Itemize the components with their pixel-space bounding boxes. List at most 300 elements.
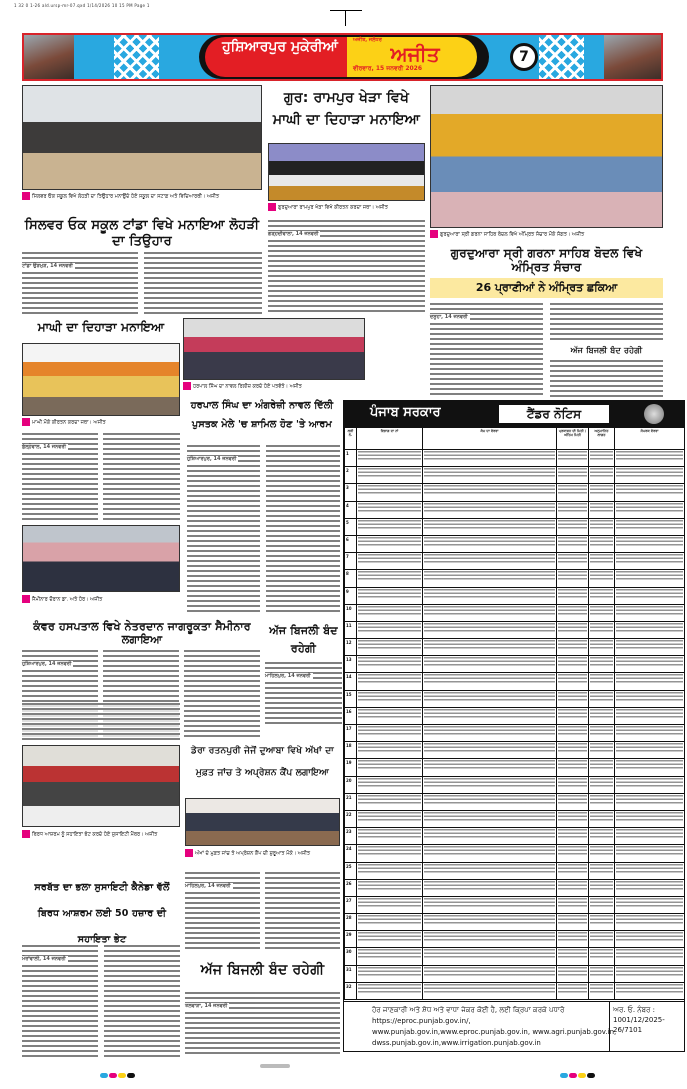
- photo-maghi: [22, 343, 180, 416]
- issue-date: ਵੀਰਵਾਰ, 15 ਜਨਵਰੀ 2026: [353, 65, 423, 72]
- table-row: [345, 450, 685, 467]
- cell-text: [558, 967, 587, 976]
- cell-text: [616, 537, 683, 546]
- cell-text: [590, 692, 613, 701]
- cell-text: [424, 932, 555, 941]
- table-cell: [423, 535, 557, 552]
- link-websites-2[interactable]: dwss.punjab.gov.in,www.irrigation.punjab.gov.in: [372, 1039, 541, 1047]
- cell-text: [424, 915, 555, 924]
- table-cell: [589, 896, 615, 913]
- table-cell: [589, 914, 615, 931]
- cell-text: [590, 812, 613, 821]
- article-body: [185, 992, 340, 1057]
- cell-text: [590, 932, 613, 941]
- cell-text: [558, 623, 587, 632]
- cell-text: [558, 709, 587, 718]
- table-cell: [557, 948, 589, 965]
- table-row: [345, 896, 685, 913]
- cell-text: [590, 520, 613, 529]
- cell-text: [424, 949, 555, 958]
- headline-power-cut: ਅੱਜ ਬਿਜਲੀ ਬੰਦ ਰਹੇਗੀ: [269, 624, 338, 655]
- table-row: [345, 914, 685, 931]
- table-row: [345, 725, 685, 742]
- table-cell: [589, 501, 615, 518]
- cell-text: [424, 864, 555, 873]
- table-row: [345, 690, 685, 707]
- table-row: [345, 982, 685, 999]
- table-cell: [357, 570, 423, 587]
- cell-text: [424, 554, 555, 563]
- masthead: [22, 33, 663, 81]
- table-cell: [589, 759, 615, 776]
- cell-text: [590, 864, 613, 873]
- table-cell: [423, 759, 557, 776]
- table-cell: [557, 965, 589, 982]
- table-cell: [557, 982, 589, 999]
- headline-silver-oak: ਸਿਲਵਰ ਓਕ ਸਕੂਲ ਟਾਂਡਾ ਵਿਖੇ ਮਨਾਇਆ ਲੋਹੜੀ ਦਾ ਤਿਉਹਾਰ: [24, 218, 260, 249]
- table-cell: [423, 707, 557, 724]
- table-cell: [557, 793, 589, 810]
- photo-sarbat: [22, 745, 180, 827]
- table-cell: [423, 467, 557, 484]
- table-cell: [357, 948, 423, 965]
- dateline: ਹੁਸ਼ਿਆਰਪੁਰ, 14 ਜਨਵਰੀ: [187, 456, 237, 462]
- table-row: [345, 707, 685, 724]
- table-cell: [557, 673, 589, 690]
- table-cell: [557, 845, 589, 862]
- table-cell: [557, 656, 589, 673]
- dateline: ਟਾਂਡਾ ਉੜਮੁੜ, 14 ਜਨਵਰੀ: [22, 263, 73, 269]
- registration-color-bar: [560, 1063, 596, 1082]
- cell-text: [358, 485, 421, 494]
- table-cell: [589, 518, 615, 535]
- article-body: [22, 252, 138, 314]
- cell-text: [424, 795, 555, 804]
- cell-text: [590, 967, 613, 976]
- table-cell: [589, 673, 615, 690]
- masthead-nameplate: [199, 35, 489, 79]
- table-cell: [357, 656, 423, 673]
- cell-text: [590, 760, 613, 769]
- table-cell: [557, 553, 589, 570]
- cell-text: [616, 451, 683, 460]
- photo-eye-camp: [185, 798, 340, 846]
- serial-number: 11: [345, 621, 357, 638]
- table-cell: [557, 879, 589, 896]
- table-row: [345, 639, 685, 656]
- table-row: [345, 742, 685, 759]
- cell-text: [590, 468, 613, 477]
- table-cell: [423, 931, 557, 948]
- cell-text: [424, 709, 555, 718]
- table-cell: [357, 931, 423, 948]
- article-body: [22, 945, 98, 1060]
- cell-text: [616, 984, 683, 993]
- cell-text: [424, 726, 555, 735]
- cell-text: [616, 468, 683, 477]
- table-cell: [615, 570, 685, 587]
- cell-text: [590, 554, 613, 563]
- masthead-pattern: [539, 35, 584, 79]
- cell-text: [558, 606, 587, 615]
- article-body: [187, 445, 260, 615]
- cell-text: [358, 554, 421, 563]
- table-cell: [589, 690, 615, 707]
- table-cell: [423, 776, 557, 793]
- article-body: [550, 360, 663, 397]
- table-cell: [423, 845, 557, 862]
- table-cell: [557, 484, 589, 501]
- tender-notice: [343, 400, 685, 1052]
- cell-text: [558, 571, 587, 580]
- cell-text: [558, 692, 587, 701]
- caption-marker: [268, 203, 276, 211]
- table-cell: [357, 828, 423, 845]
- serial-number: 2: [345, 467, 357, 484]
- caption-novel: [183, 382, 343, 390]
- article-body: [22, 703, 180, 741]
- headline-sarbat: ਸਰਬੱਤ ਦਾ ਭਲਾ ਸੁਸਾਇਟੀ ਕੈਨੇਡਾ ਵੱਲੋਂ ਬਿਰਧ ਆਸ਼ਰਮ ਲਈ 50 ਹਜ਼ਾਰ ਦੀ ਸਹਾਇਤਾ ਭੇਟ: [34, 882, 170, 945]
- table-cell: [357, 810, 423, 827]
- cell-text: [558, 760, 587, 769]
- cell-text: [616, 623, 683, 632]
- table-cell: [357, 450, 423, 467]
- serial-number: 16: [345, 707, 357, 724]
- masthead-pattern: [114, 35, 159, 79]
- photo-novel: [183, 318, 365, 380]
- table-cell: [615, 673, 685, 690]
- cell-text: [616, 692, 683, 701]
- table-row: [345, 673, 685, 690]
- table-cell: [589, 742, 615, 759]
- cell-text: [590, 743, 613, 752]
- table-cell: [557, 828, 589, 845]
- table-cell: [615, 982, 685, 999]
- caption-text: ਮਾਘੀ ਮੌਕੇ ਕੀਰਤਨ ਕਰਦਾ ਜਥਾ। ਅਜੀਤ: [32, 419, 106, 426]
- table-row: [345, 467, 685, 484]
- table-cell: [423, 742, 557, 759]
- caption-marker: [185, 849, 193, 857]
- cell-text: [590, 949, 613, 958]
- cell-text: [590, 898, 613, 907]
- table-row: [345, 879, 685, 896]
- cell-text: [616, 915, 683, 924]
- caption-sarbat: [22, 830, 180, 838]
- headline-power-cut: ਅੱਜ ਬਿਜਲੀ ਬੰਦ ਰਹੇਗੀ: [200, 962, 325, 978]
- cell-text: [358, 520, 421, 529]
- serial-number: 14: [345, 673, 357, 690]
- caption-text: ਹਰਪਾਲ ਸਿੰਘ ਦਾ ਨਾਵਲ ਰਿਲੀਜ਼ ਕਰਦੇ ਹੋਏ ਪਤਵੰਤੇ। ਅਜੀਤ: [193, 383, 302, 390]
- table-cell: [357, 793, 423, 810]
- cell-text: [358, 657, 421, 666]
- table-cell: [557, 450, 589, 467]
- cell-text: [558, 915, 587, 924]
- table-cell: [615, 948, 685, 965]
- cell-text: [358, 451, 421, 460]
- cell-text: [558, 881, 587, 890]
- cell-text: [558, 726, 587, 735]
- crop-mark: [330, 10, 362, 11]
- cell-text: [358, 967, 421, 976]
- cell-text: [590, 829, 613, 838]
- cell-text: [424, 984, 555, 993]
- table-cell: [357, 690, 423, 707]
- table-row: [345, 862, 685, 879]
- table-cell: [557, 535, 589, 552]
- table-row: [345, 810, 685, 827]
- caption-text: ਸੈਮੀਨਾਰ ਦੌਰਾਨ ਡਾ. ਅਤੇ ਹੋਰ। ਅਜੀਤ: [32, 596, 103, 603]
- table-cell: [557, 518, 589, 535]
- table-cell: [357, 501, 423, 518]
- cell-text: [558, 743, 587, 752]
- table-cell: [357, 896, 423, 913]
- cell-text: [358, 692, 421, 701]
- table-cell: [357, 553, 423, 570]
- table-cell: [589, 948, 615, 965]
- table-cell: [557, 707, 589, 724]
- table-cell: [357, 965, 423, 982]
- serial-number: 30: [345, 948, 357, 965]
- table-row: [345, 793, 685, 810]
- cell-text: [424, 829, 555, 838]
- table-cell: [423, 673, 557, 690]
- table-cell: [423, 982, 557, 999]
- table-cell: [357, 707, 423, 724]
- table-cell: [615, 518, 685, 535]
- cell-text: [558, 864, 587, 873]
- table-cell: [615, 914, 685, 931]
- table-cell: [423, 862, 557, 879]
- cell-text: [616, 554, 683, 563]
- cell-text: [424, 743, 555, 752]
- table-row: [345, 501, 685, 518]
- table-row: [345, 604, 685, 621]
- link-websites[interactable]: www.punjab.gov.in,www.eproc.punjab.gov.in, www.agri.punjab.gov.in,: [372, 1028, 617, 1036]
- table-cell: [615, 793, 685, 810]
- cell-text: [558, 657, 587, 666]
- cell-text: [590, 571, 613, 580]
- cell-text: [590, 503, 613, 512]
- table-cell: [589, 570, 615, 587]
- column-header: ਲੜੀ ਨੰ.: [345, 428, 357, 450]
- dateline: ਮਾਹਿਲਪੁਰ, 14 ਜਨਵਰੀ: [265, 673, 311, 679]
- table-row: [345, 828, 685, 845]
- cell-text: [616, 589, 683, 598]
- dateline: ਹੁਸ਼ਿਆਰਪੁਰ, 14 ਜਨਵਰੀ: [22, 661, 72, 667]
- serial-number: 25: [345, 862, 357, 879]
- cell-text: [358, 949, 421, 958]
- cell-text: [358, 760, 421, 769]
- headline-bodal: ਗੁਰਦੁਆਰਾ ਸ੍ਰੀ ਗਰਨਾ ਸਾਹਿਬ ਬੋਦਲ ਵਿਖੇ ਅੰਮ੍ਰਿਤ ਸੰਚਾਰ: [450, 246, 643, 275]
- table-cell: [557, 810, 589, 827]
- cell-text: [616, 760, 683, 769]
- serial-number: 6: [345, 535, 357, 552]
- cell-text: [424, 967, 555, 976]
- table-cell: [589, 535, 615, 552]
- article-body: [268, 220, 425, 315]
- table-row: [345, 518, 685, 535]
- link-eproc[interactable]: https://eproc.punjab.gov.in/,: [372, 1017, 471, 1025]
- table-cell: [423, 656, 557, 673]
- serial-number: 28: [345, 914, 357, 931]
- table-cell: [589, 982, 615, 999]
- table-cell: [615, 931, 685, 948]
- cell-text: [590, 623, 613, 632]
- table-row: [345, 570, 685, 587]
- caption-marker: [22, 418, 30, 426]
- table-cell: [423, 639, 557, 656]
- tender-header: [344, 401, 684, 427]
- cell-text: [558, 829, 587, 838]
- cell-text: [424, 778, 555, 787]
- table-cell: [357, 725, 423, 742]
- table-cell: [357, 484, 423, 501]
- cell-text: [558, 932, 587, 941]
- table-row: [345, 535, 685, 552]
- table-cell: [615, 535, 685, 552]
- table-cell: [615, 810, 685, 827]
- table-cell: [357, 587, 423, 604]
- table-cell: [615, 450, 685, 467]
- cell-text: [616, 881, 683, 890]
- table-cell: [589, 467, 615, 484]
- table-cell: [615, 896, 685, 913]
- serial-number: 1: [345, 450, 357, 467]
- cell-text: [424, 760, 555, 769]
- page-number: 7: [510, 43, 538, 71]
- table-cell: [357, 982, 423, 999]
- serial-number: 8: [345, 570, 357, 587]
- article-body: [103, 433, 180, 521]
- cell-text: [424, 451, 555, 460]
- table-cell: [615, 828, 685, 845]
- article-body: [550, 303, 663, 343]
- caption-seminar: [22, 595, 262, 603]
- serial-number: 15: [345, 690, 357, 707]
- cell-text: [424, 640, 555, 649]
- serial-number: 10: [345, 604, 357, 621]
- article-body: [144, 252, 262, 314]
- cell-text: [558, 485, 587, 494]
- table-cell: [615, 621, 685, 638]
- column-header: ਅਨੁਮਾਨਿਤ ਲਾਗਤ: [589, 428, 615, 450]
- table-cell: [557, 931, 589, 948]
- headline-eye-camp: ਡੇਰਾ ਰਤਨਪੁਰੀ ਜੇਜੋਂ ਦੁਆਬਾ ਵਿਖੇ ਅੱਖਾਂ ਦਾ ਮੁਫ਼ਤ ਜਾਂਚ ਤੇ ਅਪ੍ਰੇਸ਼ਨ ਕੈਂਪ ਲਗਾਇਆ: [191, 746, 334, 778]
- cell-text: [424, 520, 555, 529]
- cell-text: [424, 589, 555, 598]
- cell-text: [616, 709, 683, 718]
- article-body: [22, 433, 98, 521]
- table-cell: [615, 776, 685, 793]
- caption-text: ਸਿਲਵਰ ਓਕ ਸਕੂਲ ਵਿਖੇ ਲੋਹੜੀ ਦਾ ਤਿਉਹਾਰ ਮਨਾਉਂਦੇ ਹੋਏ ਸਕੂਲ ਦਾ ਸਟਾਫ਼ ਅਤੇ ਵਿਦਿਆਰਥੀ। ਅਜੀਤ: [32, 193, 220, 200]
- table-cell: [423, 570, 557, 587]
- headline-maghi: ਮਾਘੀ ਦਾ ਦਿਹਾੜਾ ਮਨਾਇਆ: [37, 320, 165, 334]
- serial-number: 24: [345, 845, 357, 862]
- table-cell: [589, 450, 615, 467]
- table-cell: [423, 518, 557, 535]
- cell-text: [616, 829, 683, 838]
- table-cell: [423, 914, 557, 931]
- photo-bodal: [430, 85, 663, 228]
- table-cell: [357, 879, 423, 896]
- table-cell: [557, 570, 589, 587]
- table-cell: [589, 725, 615, 742]
- table-cell: [357, 845, 423, 862]
- cell-text: [616, 520, 683, 529]
- serial-number: 18: [345, 742, 357, 759]
- table-row: [345, 965, 685, 982]
- serial-number: 3: [345, 484, 357, 501]
- cell-text: [616, 898, 683, 907]
- cell-text: [358, 864, 421, 873]
- cell-text: [590, 606, 613, 615]
- table-cell: [589, 553, 615, 570]
- cell-text: [558, 503, 587, 512]
- table-cell: [423, 553, 557, 570]
- caption-lohri: [22, 192, 262, 200]
- table-cell: [423, 725, 557, 742]
- table-cell: [589, 965, 615, 982]
- cell-text: [616, 846, 683, 855]
- cell-text: [616, 640, 683, 649]
- table-cell: [615, 484, 685, 501]
- table-cell: [589, 707, 615, 724]
- print-slug: 1 32 0 1-26 ald.ursp-mr-07.qxd 1/14/2026 10 15 PM Page 1: [14, 3, 150, 8]
- table-cell: [615, 690, 685, 707]
- cell-text: [424, 674, 555, 683]
- cell-text: [590, 709, 613, 718]
- tender-footer-text: [372, 1005, 616, 1049]
- cell-text: [590, 778, 613, 787]
- article-body: [104, 945, 180, 1060]
- cell-text: [590, 485, 613, 494]
- cell-text: [616, 812, 683, 821]
- table-cell: [423, 828, 557, 845]
- table-cell: [423, 879, 557, 896]
- table-cell: [557, 776, 589, 793]
- serial-number: 13: [345, 656, 357, 673]
- headline-seminar: ਕੰਵਰ ਹਸਪਤਾਲ ਵਿਖੇ ਨੇਤਰਦਾਨ ਜਾਗਰੂਕਤਾ ਸੈਮੀਨਾਰ ਲਗਾਇਆ: [33, 620, 251, 647]
- caption-marker: [22, 192, 30, 200]
- cell-text: [590, 657, 613, 666]
- cell-text: [424, 468, 555, 477]
- caption-marker: [22, 595, 30, 603]
- punjab-emblem-icon: [644, 404, 664, 424]
- table-cell: [589, 879, 615, 896]
- cell-text: [616, 606, 683, 615]
- caption-text: ਅੱਖਾਂ ਦੇ ਮੁਫ਼ਤ ਜਾਂਚ ਤੇ ਅਪ੍ਰੇਸ਼ਨ ਕੈਂਪ ਦੀ ਸ਼ੁਰੂਆਤ ਮੌਕੇ। ਅਜੀਤ: [195, 850, 311, 857]
- cell-text: [358, 984, 421, 993]
- cell-text: [616, 657, 683, 666]
- dateline: ਗੜ੍ਹਦੀਵਾਲਾ, 14 ਜਨਵਰੀ: [268, 231, 319, 237]
- photo-seminar: [22, 525, 180, 592]
- cell-text: [358, 932, 421, 941]
- cell-text: [424, 846, 555, 855]
- caption-marker: [22, 830, 30, 838]
- table-cell: [557, 604, 589, 621]
- table-cell: [615, 707, 685, 724]
- dateline: ਤਲਵਾੜਾ, 14 ਜਨਵਰੀ: [185, 1003, 228, 1009]
- article-body: [265, 662, 342, 725]
- table-cell: [557, 896, 589, 913]
- dateline: ਮਾਹਿਲਪੁਰ, 14 ਜਨਵਰੀ: [185, 883, 231, 889]
- cell-text: [590, 451, 613, 460]
- gray-bar: [260, 1064, 290, 1068]
- table-cell: [423, 501, 557, 518]
- edition-name: ਹੁਸ਼ਿਆਰਪੁਰ ਮੁਕੇਰੀਆਂ: [205, 37, 355, 77]
- table-cell: [589, 810, 615, 827]
- table-cell: [589, 621, 615, 638]
